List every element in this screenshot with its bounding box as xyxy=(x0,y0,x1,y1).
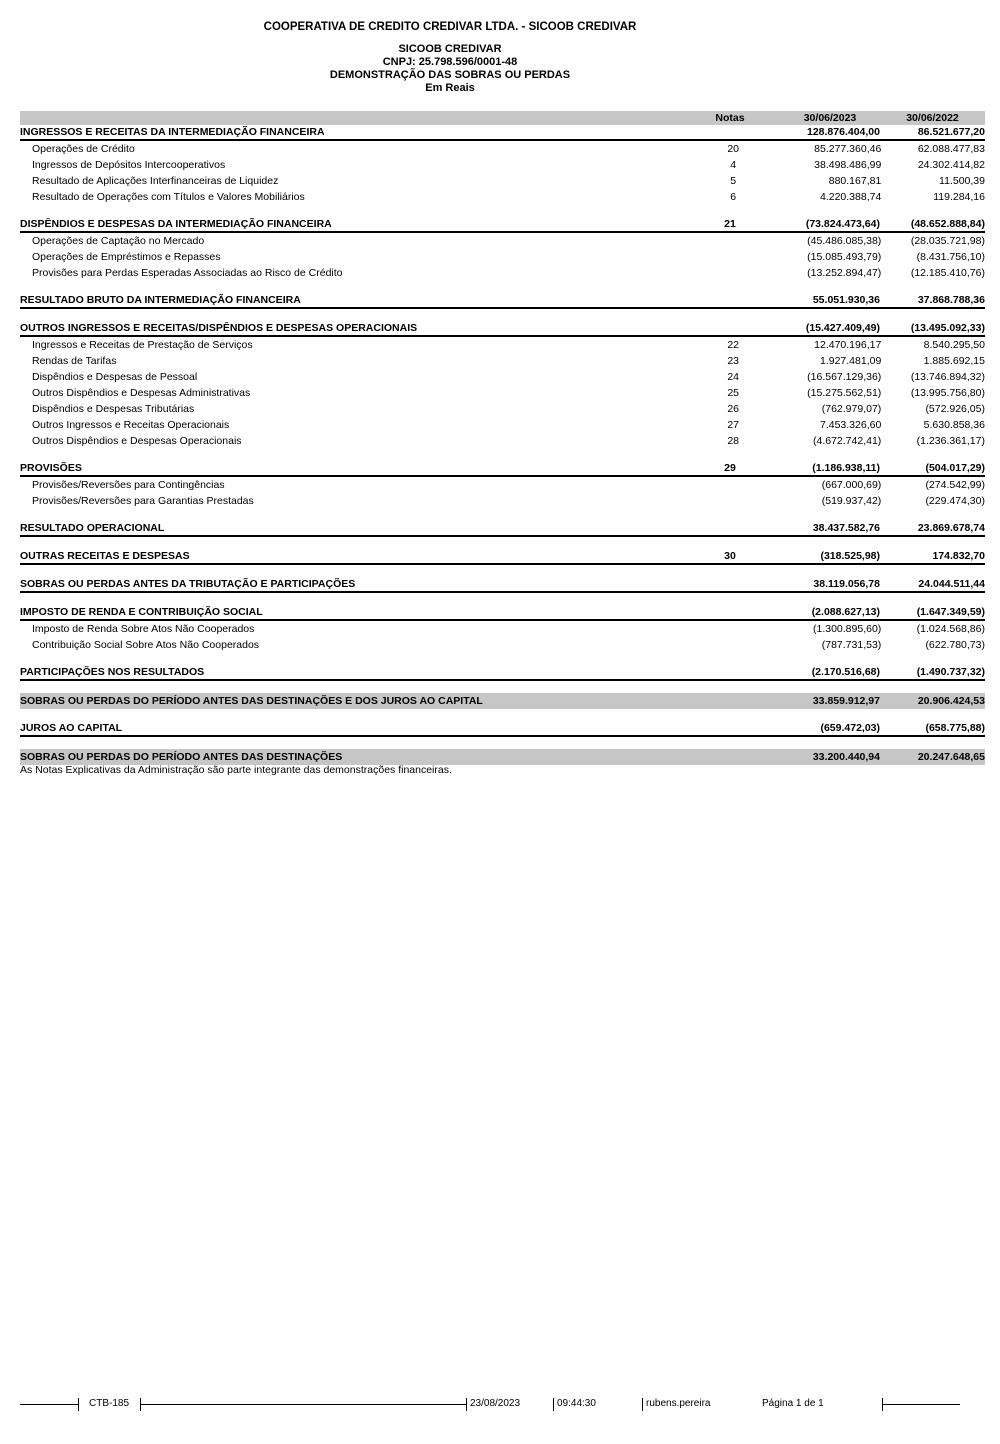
row-value-2022: 62.088.477,83 xyxy=(917,143,985,155)
statement-row xyxy=(20,549,985,565)
row-label: Outros Dispêndios e Despesas Operacionais xyxy=(32,435,242,447)
row-note-ref: 20 xyxy=(727,143,740,155)
row-note-ref: 27 xyxy=(727,419,740,431)
row-value-2023: (15.275.562,51) xyxy=(807,387,882,399)
statement-row xyxy=(20,353,985,369)
row-spacer xyxy=(20,565,985,577)
row-label: Resultado de Operações com Títulos e Valores Mobiliários xyxy=(32,191,305,203)
row-value-2023: 38.498.486,99 xyxy=(814,159,882,171)
statement-row xyxy=(20,157,985,173)
row-note-ref: 24 xyxy=(727,371,740,383)
statement-row xyxy=(20,417,985,433)
row-spacer xyxy=(20,681,985,693)
row-value-2022: 20.247.648,65 xyxy=(917,751,985,763)
row-value-2022: 24.302.414,82 xyxy=(917,159,985,171)
statement-row xyxy=(20,477,985,493)
row-value-2022: (1.236.361,17) xyxy=(916,435,985,447)
row-value-2023: (13.252.894,47) xyxy=(807,267,882,279)
cnpj: CNPJ: 25.798.596/0001-48 xyxy=(382,56,518,68)
row-note-ref: 6 xyxy=(730,191,737,203)
row-label: OUTROS INGRESSOS E RECEITAS/DISPÊNDIOS E DESPESAS OPERACIONAIS xyxy=(20,322,418,334)
row-value-2022: 23.869.678,74 xyxy=(917,522,985,534)
row-spacer xyxy=(20,281,985,293)
row-note-ref: 29 xyxy=(724,462,736,474)
statement-row xyxy=(20,249,985,265)
row-value-2022: (572.926,05) xyxy=(925,403,985,415)
footer-tick xyxy=(642,1398,643,1411)
row-value-2023: (15.427.409,49) xyxy=(805,322,880,334)
row-value-2022: (658.775,88) xyxy=(925,722,985,734)
row-value-2022: (1.647.349,59) xyxy=(916,606,985,618)
statement-row xyxy=(20,337,985,353)
statement-row xyxy=(20,749,985,765)
footer-page-number: Página 1 de 1 xyxy=(762,1398,824,1409)
row-value-2022: 119.284,16 xyxy=(933,191,985,203)
statement-table xyxy=(20,111,985,765)
row-note-ref: 4 xyxy=(730,159,737,171)
row-label: Dispêndios e Despesas de Pessoal xyxy=(32,371,198,383)
row-label: Provisões para Perdas Esperadas Associadas ao Risco de Crédito xyxy=(32,267,343,279)
row-value-2023: 85.277.360,46 xyxy=(814,143,882,155)
row-label: Outros Ingressos e Receitas Operacionais xyxy=(32,419,230,431)
row-label: Dispêndios e Despesas Tributárias xyxy=(32,403,195,415)
row-spacer xyxy=(20,449,985,461)
row-value-2022: (13.995.756,80) xyxy=(910,387,985,399)
row-spacer xyxy=(20,709,985,721)
row-value-2022: (48.652.888,84) xyxy=(910,218,985,230)
row-value-2022: (229.474,30) xyxy=(925,495,985,507)
row-spacer xyxy=(20,653,985,665)
entity-name: SICOOB CREDIVAR xyxy=(398,43,502,55)
statement-row xyxy=(20,401,985,417)
statement-row xyxy=(20,369,985,385)
row-value-2023: (659.472,03) xyxy=(820,722,880,734)
row-value-2022: 37.868.788,36 xyxy=(917,294,985,306)
row-label: RESULTADO OPERACIONAL xyxy=(20,522,165,534)
row-spacer xyxy=(20,537,985,549)
statement-row xyxy=(20,577,985,593)
statement-row xyxy=(20,665,985,681)
statement-row xyxy=(20,637,985,653)
row-note-ref: 22 xyxy=(727,339,740,351)
row-value-2023: (45.486.085,38) xyxy=(807,235,882,247)
row-value-2023: 33.859.912,97 xyxy=(812,695,880,707)
row-label: SOBRAS OU PERDAS DO PERÍODO ANTES DAS DESTINAÇÕES E DOS JUROS AO CAPITAL xyxy=(20,695,483,707)
footer-tick xyxy=(553,1398,554,1411)
row-value-2023: 33.200.440,94 xyxy=(812,751,880,763)
row-value-2023: 128.876.404,00 xyxy=(807,126,880,138)
column-header-2023: 30/06/2023 xyxy=(803,112,857,124)
row-value-2022: 5.630.858,36 xyxy=(923,419,985,431)
row-value-2023: (15.085.493,79) xyxy=(807,251,882,263)
row-value-2022: 24.044.511,44 xyxy=(918,578,985,590)
row-value-2023: 7.453.326,60 xyxy=(819,419,882,431)
footer-user: rubens.pereira xyxy=(646,1398,711,1409)
row-label: Imposto de Renda Sobre Atos Não Cooperados xyxy=(32,623,255,635)
statement-row xyxy=(20,721,985,737)
row-value-2023: (318.525,98) xyxy=(820,550,880,562)
footer-line-right xyxy=(883,1404,960,1405)
row-note-ref: 23 xyxy=(727,355,740,367)
row-value-2023: 55.051.930,36 xyxy=(812,294,880,306)
statement-row xyxy=(20,217,985,233)
statement-title: DEMONSTRAÇÃO DAS SOBRAS OU PERDAS xyxy=(329,69,571,81)
row-label: Ingressos de Depósitos Intercooperativos xyxy=(32,159,226,171)
company-name: COOPERATIVA DE CREDITO CREDIVAR LTDA. - SICOOB CREDIVAR xyxy=(263,21,637,33)
row-label: PARTICIPAÇÕES NOS RESULTADOS xyxy=(20,666,205,678)
row-note-ref: 28 xyxy=(727,435,740,447)
column-header-row xyxy=(20,111,985,125)
statement-row xyxy=(20,493,985,509)
footer-report-code: CTB-185 xyxy=(89,1398,130,1409)
column-header-2022: 30/06/2022 xyxy=(906,112,959,124)
row-value-2023: 38.119.056,78 xyxy=(813,578,880,590)
row-note-ref: 26 xyxy=(727,403,740,415)
row-spacer xyxy=(20,593,985,605)
row-note-ref: 5 xyxy=(730,175,737,187)
row-value-2022: (13.746.894,32) xyxy=(910,371,985,383)
row-spacer xyxy=(20,205,985,217)
row-value-2022: (1.490.737,32) xyxy=(916,666,985,678)
statement-row xyxy=(20,433,985,449)
footnote: As Notas Explicativas da Administração são parte integrante das demonstrações financeiras. xyxy=(20,764,452,776)
row-value-2023: (1.186.938,11) xyxy=(812,462,880,474)
statement-row xyxy=(20,461,985,477)
row-label: Ingressos e Receitas de Prestação de Serviços xyxy=(32,339,253,351)
footer-line-middle xyxy=(141,1404,466,1405)
row-value-2022: (274.542,99) xyxy=(925,479,985,491)
row-value-2023: (1.300.895,60) xyxy=(812,623,882,635)
row-label: DISPÊNDIOS E DESPESAS DA INTERMEDIAÇÃO FINANCEIRA xyxy=(20,218,332,230)
row-label: Operações de Empréstimos e Repasses xyxy=(32,251,221,263)
row-label: JUROS AO CAPITAL xyxy=(20,722,123,734)
statement-rows xyxy=(20,125,985,765)
title-block xyxy=(0,0,900,95)
row-value-2023: 4.220.388,74 xyxy=(819,191,882,203)
statement-row xyxy=(20,265,985,281)
row-value-2022: (12.185.410,76) xyxy=(910,267,985,279)
row-value-2022: 8.540.295,50 xyxy=(923,339,985,351)
statement-row xyxy=(20,141,985,157)
statement-row xyxy=(20,233,985,249)
row-value-2022: (8.431.756,10) xyxy=(916,251,985,263)
footer-tick xyxy=(466,1398,467,1411)
row-value-2023: (4.672.742,41) xyxy=(812,435,882,447)
row-value-2022: 174.832,70 xyxy=(932,550,985,562)
row-label: Operações de Crédito xyxy=(32,143,135,155)
row-label: Operações de Captação no Mercado xyxy=(32,235,205,247)
statement-row xyxy=(20,321,985,337)
row-value-2022: (622.780,73) xyxy=(925,639,985,651)
row-note-ref: 30 xyxy=(724,550,736,562)
row-value-2022: (28.035.721,98) xyxy=(910,235,985,247)
row-value-2023: 880.167,81 xyxy=(828,175,882,187)
row-spacer xyxy=(20,309,985,321)
statement-row xyxy=(20,189,985,205)
footer-line-left xyxy=(20,1404,78,1405)
statement-row xyxy=(20,621,985,637)
row-value-2023: (73.824.473,64) xyxy=(805,218,880,230)
row-label: PROVISÕES xyxy=(20,462,82,474)
row-label: Contribuição Social Sobre Atos Não Cooperados xyxy=(32,639,260,651)
row-spacer xyxy=(20,737,985,749)
statement-row xyxy=(20,293,985,309)
row-spacer xyxy=(20,509,985,521)
statement-row xyxy=(20,521,985,537)
row-value-2023: 38.437.582,76 xyxy=(812,522,880,534)
row-value-2022: (1.024.568,86) xyxy=(916,623,985,635)
row-value-2022: (504.017,29) xyxy=(925,462,985,474)
statement-row xyxy=(20,605,985,621)
row-label: INGRESSOS E RECEITAS DA INTERMEDIAÇÃO FINANCEIRA xyxy=(20,126,325,138)
row-value-2023: (787.731,53) xyxy=(821,639,882,651)
statement-row xyxy=(20,385,985,401)
row-label: Rendas de Tarifas xyxy=(32,355,117,367)
column-header-notes: Notas xyxy=(715,112,745,124)
footer-date: 23/08/2023 xyxy=(470,1398,521,1409)
row-value-2023: (519.937,42) xyxy=(821,495,882,507)
row-label: RESULTADO BRUTO DA INTERMEDIAÇÃO FINANCEIRA xyxy=(20,294,301,306)
row-value-2022: 1.885.692,15 xyxy=(923,355,985,367)
statement-row xyxy=(20,693,985,709)
footer-tick xyxy=(78,1398,79,1411)
row-note-ref: 25 xyxy=(727,387,740,399)
row-value-2023: (667.000,69) xyxy=(821,479,882,491)
row-value-2023: 12.470.196,17 xyxy=(814,339,882,351)
footer-time: 09:44:30 xyxy=(557,1398,596,1409)
row-value-2023: (2.170.516,68) xyxy=(811,666,880,678)
row-value-2023: 1.927.481,09 xyxy=(819,355,882,367)
row-label: SOBRAS OU PERDAS ANTES DA TRIBUTAÇÃO E PARTICIPAÇÕES xyxy=(20,578,356,590)
row-value-2022: (13.495.092,33) xyxy=(910,322,985,334)
row-value-2023: (762.979,07) xyxy=(821,403,882,415)
row-label: Outros Dispêndios e Despesas Administrativas xyxy=(32,387,251,399)
row-value-2023: (16.567.129,36) xyxy=(807,371,882,383)
row-label: Resultado de Aplicações Interfinanceiras de Liquidez xyxy=(32,175,279,187)
row-label: IMPOSTO DE RENDA E CONTRIBUIÇÃO SOCIAL xyxy=(20,606,263,618)
row-value-2022: 20.906.424,53 xyxy=(917,695,985,707)
page-footer xyxy=(0,1396,1000,1414)
row-label: Provisões/Reversões para Contingências xyxy=(32,479,225,491)
row-label: Provisões/Reversões para Garantias Prestadas xyxy=(32,495,254,507)
row-label: OUTRAS RECEITAS E DESPESAS xyxy=(20,550,190,562)
row-label: SOBRAS OU PERDAS DO PERÍODO ANTES DAS DESTINAÇÕES xyxy=(20,751,343,763)
row-note-ref: 21 xyxy=(724,218,736,230)
currency-note: Em Reais xyxy=(425,82,475,94)
statement-row xyxy=(20,125,985,141)
row-value-2022: 11.500,39 xyxy=(939,175,985,187)
statement-row xyxy=(20,173,985,189)
row-value-2023: (2.088.627,13) xyxy=(811,606,880,618)
row-value-2022: 86.521.677,20 xyxy=(917,126,985,138)
